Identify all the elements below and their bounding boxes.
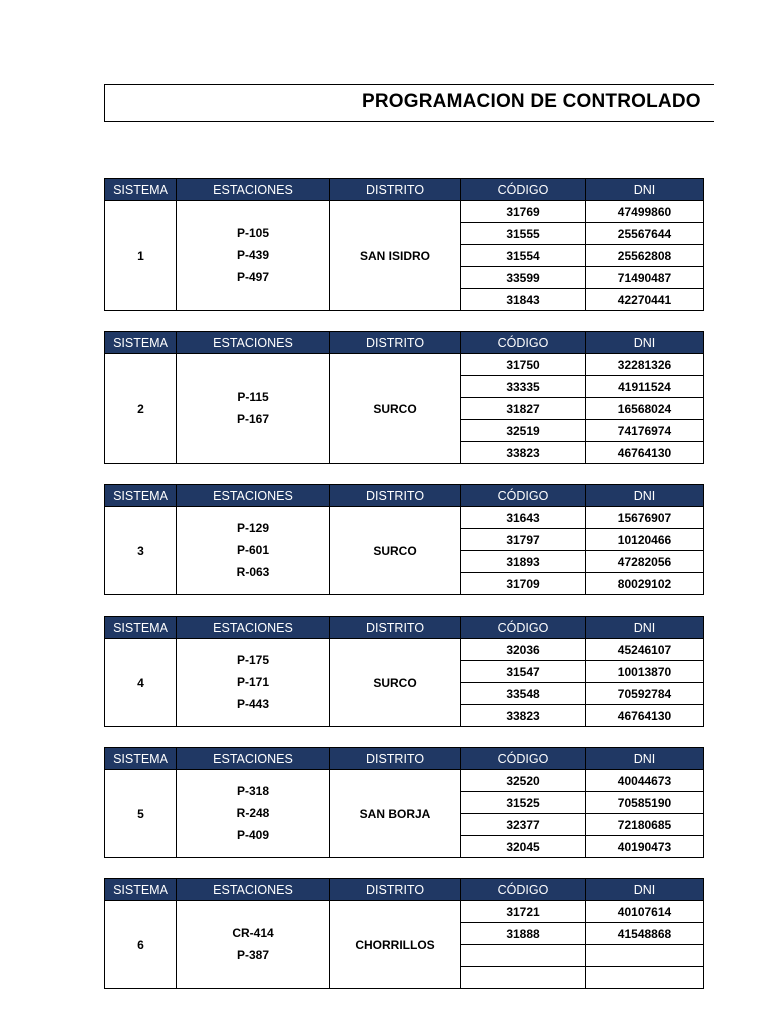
dni-header: DNI xyxy=(586,617,704,639)
sistema-header: SISTEMA xyxy=(105,879,177,901)
codigo-cell: 32045 xyxy=(461,836,586,858)
table-row xyxy=(105,770,704,792)
dni-header: DNI xyxy=(586,879,704,901)
schedule-table xyxy=(104,484,704,595)
dni-cell: 41548868 xyxy=(586,923,704,945)
codigo-cell: 33335 xyxy=(461,376,586,398)
codigo-cell: 33823 xyxy=(461,442,586,464)
station-code: P-175 xyxy=(236,652,270,667)
dni-cell xyxy=(586,967,704,989)
distrito-header: DISTRITO xyxy=(330,879,461,901)
schedule-table xyxy=(104,616,704,727)
codigo-cell xyxy=(461,967,586,989)
station-code: R-063 xyxy=(236,564,270,579)
schedule-table xyxy=(104,878,704,989)
codigo-cell: 31750 xyxy=(461,354,586,376)
codigo-cell: 32377 xyxy=(461,814,586,836)
estaciones-header: ESTACIONES xyxy=(177,617,330,639)
station-code: P-105 xyxy=(236,225,270,240)
distrito-header: DISTRITO xyxy=(330,617,461,639)
sistema-table xyxy=(104,878,703,989)
dni-cell: 40044673 xyxy=(586,770,704,792)
station-code: P-439 xyxy=(236,247,270,262)
codigo-cell: 32036 xyxy=(461,639,586,661)
sistema-cell: 6 xyxy=(105,901,177,989)
codigo-cell: 32519 xyxy=(461,420,586,442)
sistema-table xyxy=(104,178,703,311)
page-title: PROGRAMACION DE CONTROLADO xyxy=(362,91,701,112)
codigo-cell: 31888 xyxy=(461,923,586,945)
title-box xyxy=(104,84,714,122)
codigo-cell: 31721 xyxy=(461,901,586,923)
dni-cell: 70592784 xyxy=(586,683,704,705)
dni-cell: 40190473 xyxy=(586,836,704,858)
station-code: P-443 xyxy=(236,696,270,711)
dni-cell: 10120466 xyxy=(586,529,704,551)
dni-cell: 10013870 xyxy=(586,661,704,683)
dni-cell: 15676907 xyxy=(586,507,704,529)
distrito-cell: SURCO xyxy=(330,507,461,595)
dni-cell: 25567644 xyxy=(586,223,704,245)
dni-cell: 74176974 xyxy=(586,420,704,442)
estaciones-cell xyxy=(177,901,330,989)
station-code: P-601 xyxy=(236,542,270,557)
station-code: P-387 xyxy=(236,947,270,962)
header-row xyxy=(105,485,704,507)
codigo-cell: 31843 xyxy=(461,289,586,311)
codigo-cell xyxy=(461,945,586,967)
dni-header: DNI xyxy=(586,485,704,507)
dni-header: DNI xyxy=(586,332,704,354)
dni-cell: 47282056 xyxy=(586,551,704,573)
estaciones-cell xyxy=(177,507,330,595)
station-code: R-248 xyxy=(236,805,270,820)
sistema-cell: 2 xyxy=(105,354,177,464)
distrito-header: DISTRITO xyxy=(330,485,461,507)
station-code: P-171 xyxy=(236,674,270,689)
dni-header: DNI xyxy=(586,748,704,770)
estaciones-cell xyxy=(177,639,330,727)
sistema-cell: 4 xyxy=(105,639,177,727)
table-row xyxy=(105,901,704,923)
sistema-header: SISTEMA xyxy=(105,179,177,201)
dni-cell xyxy=(586,945,704,967)
dni-cell: 25562808 xyxy=(586,245,704,267)
sistema-cell: 3 xyxy=(105,507,177,595)
codigo-cell: 33599 xyxy=(461,267,586,289)
codigo-header: CÓDIGO xyxy=(461,179,586,201)
distrito-header: DISTRITO xyxy=(330,179,461,201)
dni-cell: 70585190 xyxy=(586,792,704,814)
header-row xyxy=(105,332,704,354)
distrito-cell: SAN ISIDRO xyxy=(330,201,461,311)
table-row xyxy=(105,354,704,376)
codigo-cell: 31893 xyxy=(461,551,586,573)
codigo-header: CÓDIGO xyxy=(461,332,586,354)
dni-cell: 71490487 xyxy=(586,267,704,289)
codigo-cell: 31827 xyxy=(461,398,586,420)
header-row xyxy=(105,179,704,201)
schedule-table xyxy=(104,178,704,311)
station-code: P-409 xyxy=(236,827,270,842)
estaciones-header: ESTACIONES xyxy=(177,332,330,354)
station-code: P-167 xyxy=(236,411,270,426)
distrito-header: DISTRITO xyxy=(330,748,461,770)
dni-cell: 80029102 xyxy=(586,573,704,595)
distrito-cell: SURCO xyxy=(330,354,461,464)
dni-cell: 46764130 xyxy=(586,705,704,727)
codigo-header: CÓDIGO xyxy=(461,485,586,507)
estaciones-cell xyxy=(177,201,330,311)
codigo-cell: 33823 xyxy=(461,705,586,727)
codigo-header: CÓDIGO xyxy=(461,748,586,770)
distrito-cell: SURCO xyxy=(330,639,461,727)
estaciones-header: ESTACIONES xyxy=(177,485,330,507)
dni-cell: 16568024 xyxy=(586,398,704,420)
sistema-header: SISTEMA xyxy=(105,485,177,507)
sistema-table xyxy=(104,484,703,595)
estaciones-cell xyxy=(177,770,330,858)
dni-cell: 45246107 xyxy=(586,639,704,661)
codigo-header: CÓDIGO xyxy=(461,617,586,639)
codigo-cell: 31769 xyxy=(461,201,586,223)
header-row xyxy=(105,748,704,770)
sistema-cell: 5 xyxy=(105,770,177,858)
station-code: CR-414 xyxy=(232,925,274,940)
dni-cell: 42270441 xyxy=(586,289,704,311)
distrito-cell: SAN BORJA xyxy=(330,770,461,858)
sistema-cell: 1 xyxy=(105,201,177,311)
table-row xyxy=(105,507,704,529)
estaciones-cell xyxy=(177,354,330,464)
header-row xyxy=(105,617,704,639)
sistema-table xyxy=(104,616,703,727)
sistema-table xyxy=(104,331,703,464)
schedule-table xyxy=(104,331,704,464)
codigo-cell: 31554 xyxy=(461,245,586,267)
header-row xyxy=(105,879,704,901)
station-code: P-318 xyxy=(236,783,270,798)
dni-cell: 41911524 xyxy=(586,376,704,398)
dni-header: DNI xyxy=(586,179,704,201)
codigo-cell: 31525 xyxy=(461,792,586,814)
table-row xyxy=(105,201,704,223)
dni-cell: 47499860 xyxy=(586,201,704,223)
dni-cell: 72180685 xyxy=(586,814,704,836)
codigo-cell: 31547 xyxy=(461,661,586,683)
codigo-cell: 33548 xyxy=(461,683,586,705)
codigo-cell: 31555 xyxy=(461,223,586,245)
estaciones-header: ESTACIONES xyxy=(177,179,330,201)
sistema-header: SISTEMA xyxy=(105,748,177,770)
table-row xyxy=(105,639,704,661)
dni-cell: 46764130 xyxy=(586,442,704,464)
station-code: P-129 xyxy=(236,520,270,535)
schedule-table xyxy=(104,747,704,858)
sistema-header: SISTEMA xyxy=(105,332,177,354)
codigo-cell: 31643 xyxy=(461,507,586,529)
distrito-header: DISTRITO xyxy=(330,332,461,354)
codigo-cell: 31797 xyxy=(461,529,586,551)
dni-cell: 32281326 xyxy=(586,354,704,376)
codigo-cell: 31709 xyxy=(461,573,586,595)
station-code: P-497 xyxy=(236,269,270,284)
codigo-header: CÓDIGO xyxy=(461,879,586,901)
estaciones-header: ESTACIONES xyxy=(177,879,330,901)
sistema-header: SISTEMA xyxy=(105,617,177,639)
dni-cell: 40107614 xyxy=(586,901,704,923)
codigo-cell: 32520 xyxy=(461,770,586,792)
station-code: P-115 xyxy=(237,389,269,404)
sistema-table xyxy=(104,747,703,858)
estaciones-header: ESTACIONES xyxy=(177,748,330,770)
distrito-cell: CHORRILLOS xyxy=(330,901,461,989)
